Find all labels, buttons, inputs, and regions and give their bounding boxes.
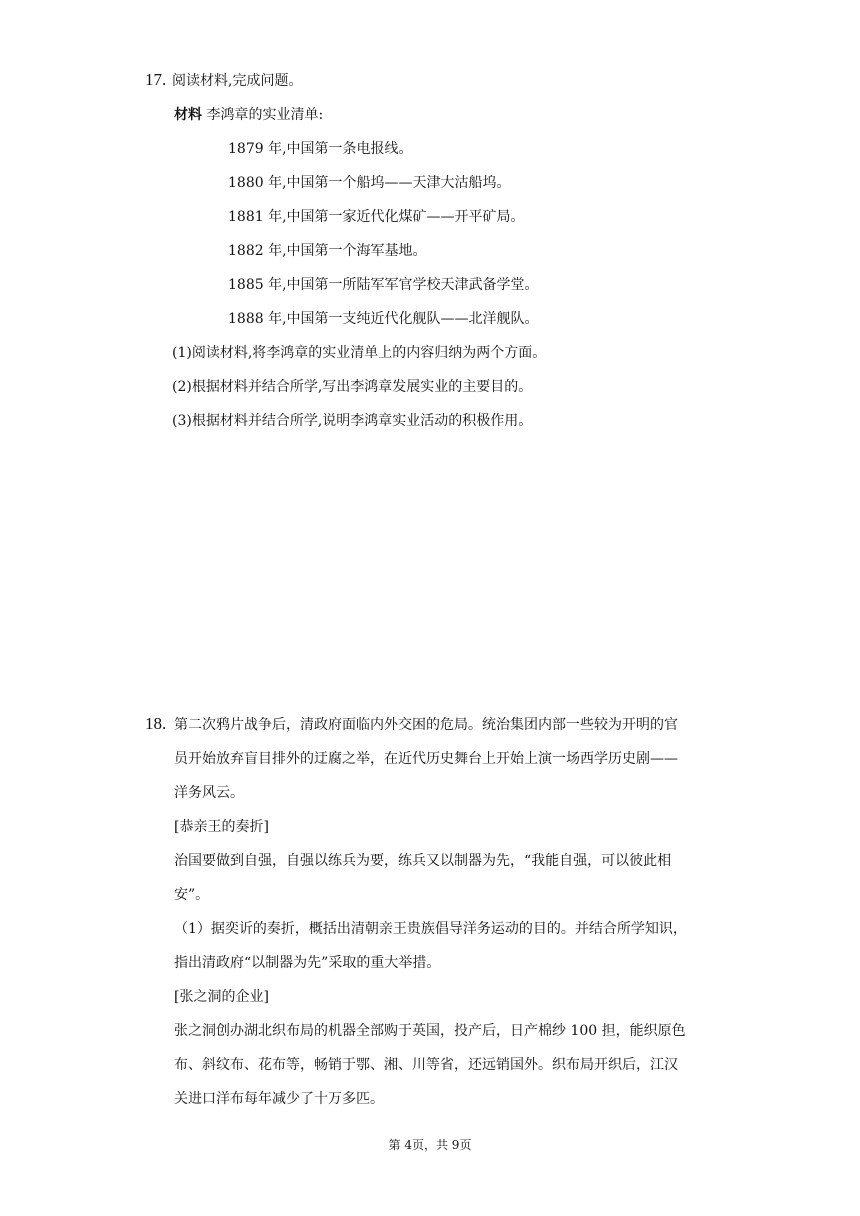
list-item: 1888 年,中国第一支纯近代化舰队——北洋舰队。 [228, 311, 539, 327]
sub-question: (2)根据材料并结合所学,写出李鸿章发展实业的主要目的。 [172, 379, 533, 395]
page-number: 第 4页，共 9页 [388, 1138, 472, 1152]
paragraph-line: 张之洞创办湖北织布局的机器全部购于英国，投产后，日产棉纱 100 担，能织原色 [174, 1023, 686, 1039]
paragraph-line: 布、斜纹布、花布等，畅销于鄂、湘、川等省，还远销国外。织布局开织后，江汉 [174, 1057, 678, 1073]
paragraph-line: 第二次鸦片战争后，清政府面临内外交困的危局。统治集团内部一些较为开明的官 [174, 717, 678, 733]
material-heading [174, 105, 323, 125]
paragraph-line: 安”。 [174, 887, 210, 903]
paragraph-line: 治国要做到自强，自强以练兵为要，练兵又以制器为先，“我能自强，可以彼此相 [174, 853, 672, 869]
paragraph-line: 洋务风云。 [174, 785, 244, 801]
sub-question: （1）据奕䜣的奏折，概括出清朝亲王贵族倡导洋务运动的目的。并结合所学知识， [174, 921, 687, 937]
list-item: 1885 年,中国第一所陆军军官学校天津武备学堂。 [228, 277, 539, 293]
paragraph-line: 员开始放弃盲目排外的迂腐之举，在近代历史舞台上开始上演一场西学历史剧—— [174, 751, 678, 767]
paragraph-line: 关进口洋布每年减少了十万多匹。 [174, 1091, 384, 1107]
list-item: 1880 年,中国第一个船坞——天津大沽船坞。 [228, 175, 511, 191]
list-item: 1882 年,中国第一个海军基地。 [228, 243, 427, 259]
sub-question: 指出清政府“以制器为先”采取的重大举措。 [174, 955, 441, 971]
section-heading: [张之洞的企业] [174, 989, 269, 1005]
question-18-number: 18. [145, 714, 167, 733]
section-heading: [恭亲王的奏折] [174, 819, 269, 835]
list-item: 1879 年,中国第一条电报线。 [228, 141, 413, 157]
list-item: 1881 年,中国第一家近代化煤矿——开平矿局。 [228, 209, 525, 225]
question-17-intro: 阅读材料,完成问题。 [172, 73, 303, 89]
sub-question: (1)阅读材料,将李鸿章的实业清单上的内容归纳为两个方面。 [172, 345, 547, 361]
sub-question: (3)根据材料并结合所学,说明李鸿章实业活动的积极作用。 [172, 413, 533, 429]
question-17-number: 17. [145, 70, 167, 89]
material-label: 材料 [174, 107, 202, 123]
material-title: 李鸿章的实业清单: [206, 107, 324, 123]
